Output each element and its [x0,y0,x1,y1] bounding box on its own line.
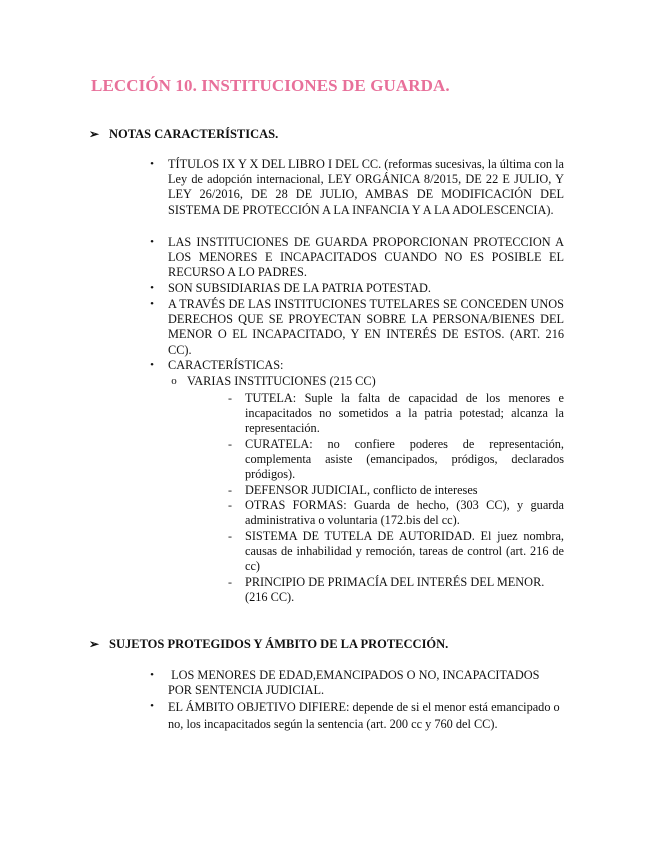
list-item: EL ÁMBITO OBJETIVO DIFIERE: depende de si el menor está emancipado o no, los incapacitados según la sentencia (art. 200 cc y 760 del CC). [168,700,560,731]
section-heading-sujetos [89,637,448,652]
dash-bullet-icon: - [228,391,232,405]
dash-list-item: DEFENSOR JUDICIAL, conflicto de intereses [245,483,478,497]
bullet-icon: • [150,282,154,294]
dash-list-item: SISTEMA DE TUTELA DE AUTORIDAD. El juez nombra, causas de inhabilidad y remoción, tareas de control (art. 216 de cc) [245,529,564,574]
dash-list-item: CURATELA: no confiere poderes de representación, complementa asiste (emancipados, pródigos, declarados pródigos). [245,437,564,482]
list-item: CARACTERÍSTICAS: [168,358,284,372]
arrow-bullet-icon: ➢ [89,127,100,141]
dash-bullet-icon: - [228,529,232,543]
bullet-icon: • [150,298,154,310]
dash-bullet-icon: - [228,437,232,451]
list-item: LAS INSTITUCIONES DE GUARDA PROPORCIONAN PROTECCION A LOS MENORES E INCAPACITADOS CUANDO NO ES POSIBLE EL RECURSO A LO PADRES. [168,235,564,280]
list-item: SON SUBSIDIARIAS DE LA PATRIA POTESTAD. [168,281,431,295]
dash-bullet-icon: - [228,498,232,512]
list-item: A TRAVÉS DE LAS INSTITUCIONES TUTELARES SE CONCEDEN UNOS DERECHOS QUE SE PROYECTAN SOBRE LA PERSONA/BIENES DEL MENOR O EL INCAPACITADO, Y EN INTERÉS DE ESTOS. (ART. 216 CC). [168,297,564,357]
bullet-icon: • [150,158,154,170]
bullet-icon: • [150,359,154,371]
bullet-icon: • [150,236,154,248]
bullet-icon: • [150,669,154,681]
section-heading-text: SUJETOS PROTEGIDOS Y ÁMBITO DE LA PROTECCIÓN. [109,637,449,651]
list-item: LOS MENORES DE EDAD,EMANCIPADOS O NO, INCAPACITADOS POR SENTENCIA JUDICIAL. [168,668,543,698]
section-heading-text: NOTAS CARACTERÍSTICAS. [109,127,279,141]
page-title: LECCIÓN 10. INSTITUCIONES DE GUARDA. [91,76,450,95]
dash-bullet-icon: - [228,483,232,497]
circle-bullet-icon: o [171,375,177,387]
dash-bullet-icon: - [228,575,232,589]
dash-list-item: OTRAS FORMAS: Guarda de hecho, (303 CC), y guarda administrativa o voluntaria (172.bis del cc). [245,498,564,528]
section-heading-notas [89,127,278,142]
arrow-bullet-icon: ➢ [89,637,100,651]
bullet-icon: • [150,700,154,712]
sub-list-item: VARIAS INSTITUCIONES (215 CC) [187,374,376,388]
list-item: TÍTULOS IX Y X DEL LIBRO I DEL CC. (reformas sucesivas, la última con la Ley de adopción internacional, LEY ORGÁNICA 8/2015, DE 22 E JULIO, Y LEY 26/2016, DE 28 DE JULIO, AMBAS DE MODIFICACIÓN DEL SISTEMA DE PROTECCIÓN A LA INFANCIA Y A LA ADOLESCENCIA). [168,157,564,217]
dash-list-item: PRINCIPIO DE PRIMACÍA DEL INTERÉS DEL MENOR. (216 CC). [245,575,545,605]
dash-list-item: TUTELA: Suple la falta de capacidad de los menores e incapacitados no sometidos a la patria potestad; alcanza la representación. [245,391,564,436]
